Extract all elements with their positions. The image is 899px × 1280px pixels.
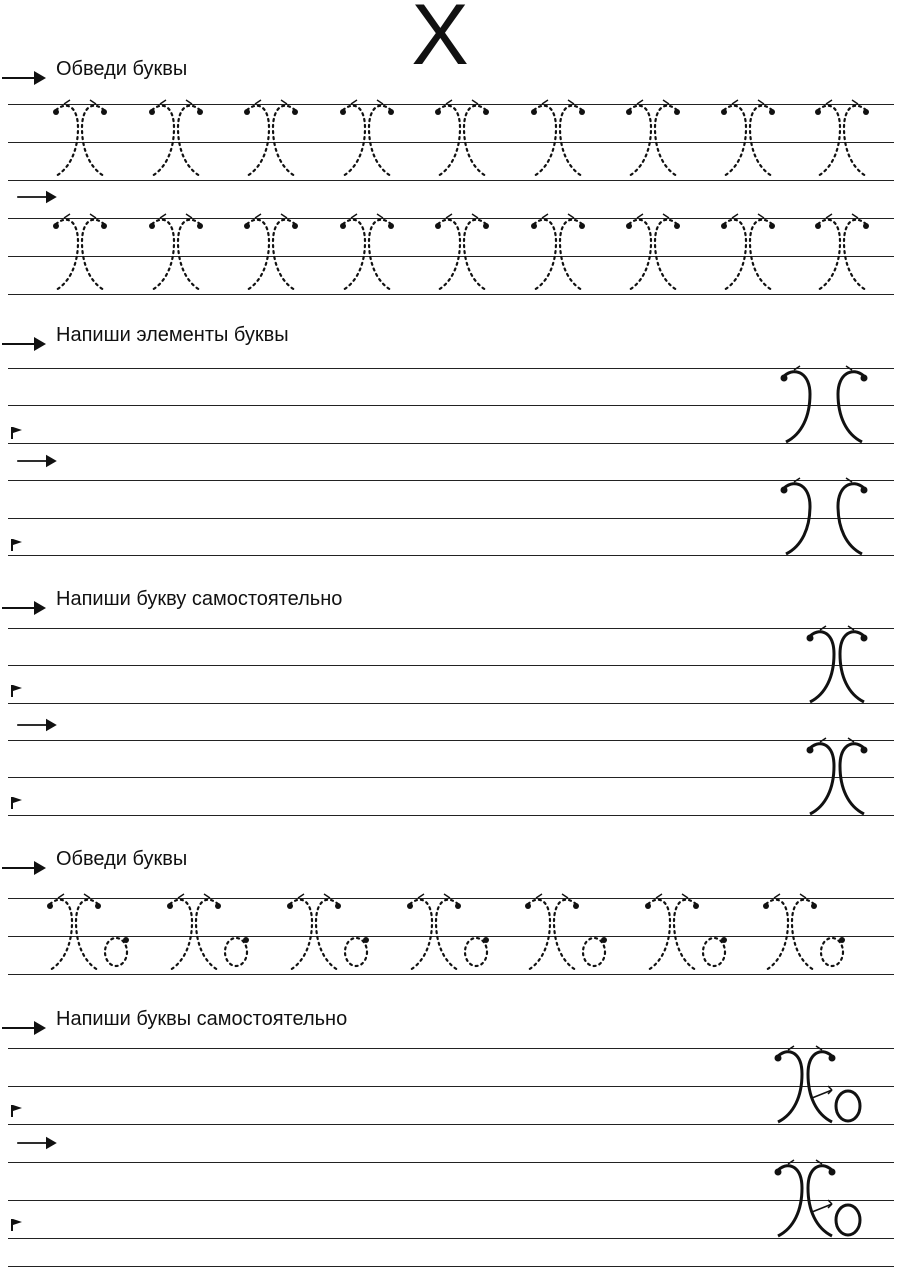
ruled-line — [8, 443, 894, 444]
arrow-right-icon — [0, 598, 48, 618]
section-2-heading-text: Напиши элементы буквы — [56, 324, 289, 346]
arrow-right-icon — [14, 188, 60, 206]
section-1-heading — [0, 56, 187, 88]
letter-elements-sample — [776, 474, 872, 560]
letter-x-sample — [804, 734, 870, 820]
ruled-line — [8, 555, 894, 556]
section-2-heading — [0, 322, 289, 354]
dotted-syllable-ho — [284, 890, 374, 976]
start-flag-icon — [10, 1218, 24, 1232]
arrow-right-icon — [0, 68, 48, 88]
start-flag-icon — [10, 1104, 24, 1118]
dotted-letter-x — [623, 210, 683, 296]
page-title-letter: Х — [411, 0, 469, 83]
ruled-line — [8, 1048, 894, 1049]
dotted-letter-x — [50, 96, 110, 182]
start-flag-icon — [10, 684, 24, 698]
arrow-right-icon — [0, 334, 48, 354]
section-1-heading-text: Обведи буквы — [56, 58, 188, 80]
start-flag-icon — [10, 426, 24, 440]
dotted-letter-x — [241, 96, 301, 182]
ruled-line — [8, 703, 894, 704]
ruled-line — [8, 665, 894, 666]
ruled-line — [8, 405, 894, 406]
arrow-right-icon — [14, 452, 60, 470]
ruled-line — [8, 1124, 894, 1125]
dotted-letter-x — [812, 96, 872, 182]
ruled-line — [8, 368, 894, 369]
section-4-heading-text: Обведи буквы — [56, 848, 188, 870]
dotted-letter-x — [528, 96, 588, 182]
dotted-letter-x — [337, 210, 397, 296]
ruled-line — [8, 1086, 894, 1087]
ruled-line — [8, 518, 894, 519]
start-flag-icon — [10, 538, 24, 552]
arrow-right-icon — [14, 1134, 60, 1152]
dotted-letter-x — [432, 210, 492, 296]
ruled-line — [8, 1238, 894, 1239]
dotted-syllable-ho — [44, 890, 134, 976]
dotted-letter-x — [528, 210, 588, 296]
section-4-heading — [0, 846, 187, 878]
ruled-line — [8, 628, 894, 629]
dotted-letter-x — [623, 96, 683, 182]
syllable-ho-sample — [772, 1042, 868, 1128]
dotted-letter-x — [146, 96, 206, 182]
dotted-letter-x — [241, 210, 301, 296]
syllable-ho-sample — [772, 1156, 868, 1242]
ruled-line — [8, 1266, 894, 1267]
dotted-letter-x — [146, 210, 206, 296]
arrow-right-icon — [0, 1018, 48, 1038]
arrow-right-icon — [0, 858, 48, 878]
start-flag-icon — [10, 796, 24, 810]
dotted-syllable-ho — [760, 890, 850, 976]
section-3-heading — [0, 586, 342, 618]
dotted-syllable-ho — [522, 890, 612, 976]
dotted-syllable-ho — [642, 890, 732, 976]
dotted-letter-x — [337, 96, 397, 182]
ruled-line — [8, 740, 894, 741]
section-5-heading-text: Напиши буквы самостоятельно — [56, 1008, 348, 1030]
dotted-syllable-ho — [164, 890, 254, 976]
letter-x-sample — [804, 622, 870, 708]
ruled-line — [8, 777, 894, 778]
dotted-letter-x — [812, 210, 872, 296]
dotted-letter-x — [432, 96, 492, 182]
ruled-line — [8, 1200, 894, 1201]
dotted-letter-x — [718, 210, 778, 296]
ruled-line — [8, 1162, 894, 1163]
letter-elements-sample — [776, 362, 872, 448]
dotted-letter-x — [50, 210, 110, 296]
ruled-line — [8, 480, 894, 481]
dotted-syllable-ho — [404, 890, 494, 976]
arrow-right-icon — [14, 716, 60, 734]
ruled-line — [8, 815, 894, 816]
section-5-heading — [0, 1006, 347, 1038]
dotted-letter-x — [718, 96, 778, 182]
section-3-heading-text: Напиши букву самостоятельно — [56, 588, 343, 610]
